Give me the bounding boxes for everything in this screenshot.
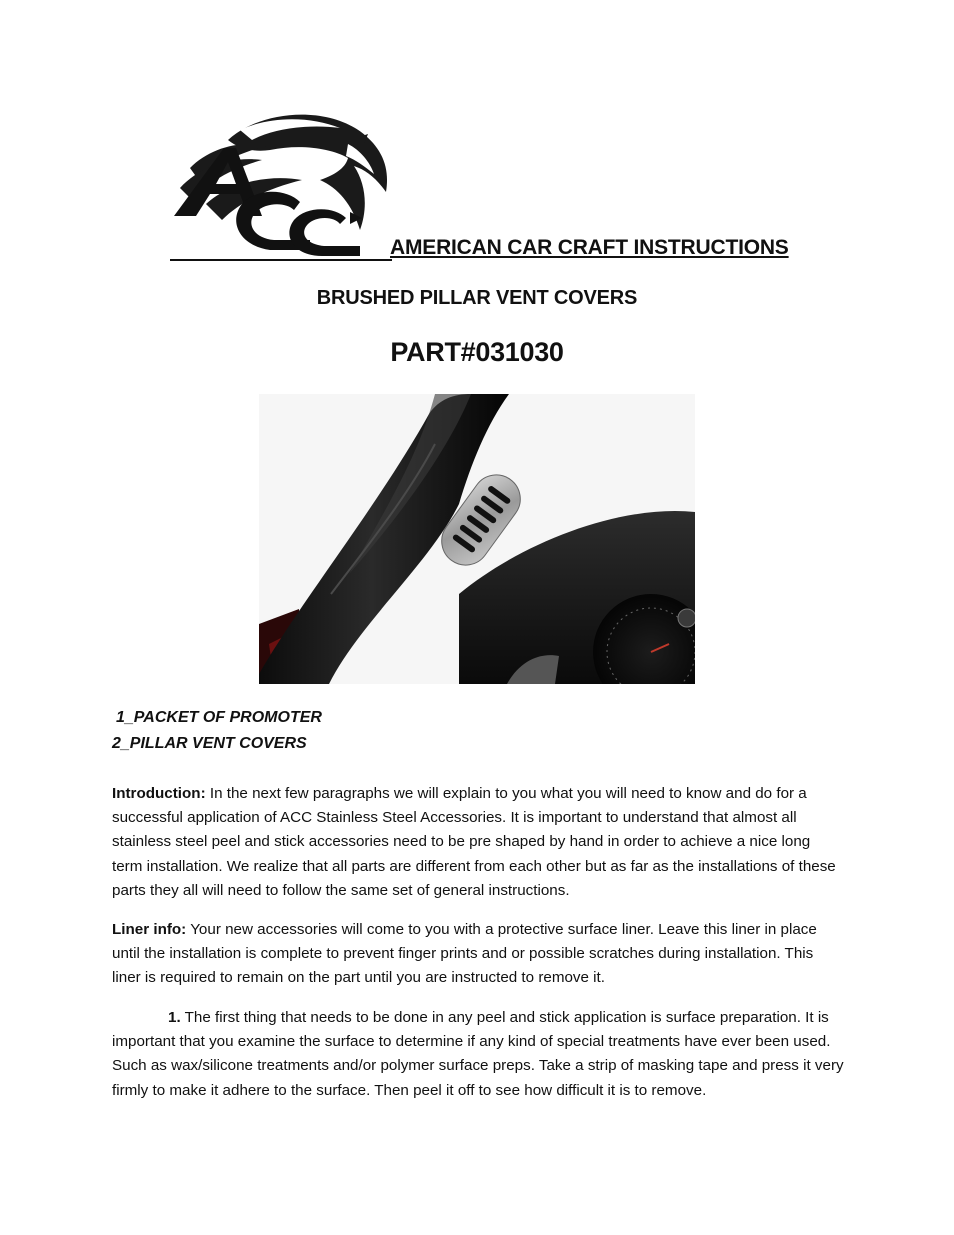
step-1-paragraph — [112, 1006, 844, 1103]
header-underline-rule — [170, 259, 392, 261]
document-title: AMERICAN CAR CRAFT INSTRUCTIONS — [390, 236, 789, 259]
liner-info-text: Your new accessories will come to you with a protective surface liner. Leave this liner in place until the installation is complete to prevent finger prints and or possible scratches during installation. This liner is required to remain on the part until you are instructed to remove it. — [112, 921, 817, 987]
contents-item: 1_PACKET OF PROMOTER — [116, 709, 322, 726]
acc-eagle-logo — [170, 108, 392, 258]
part-number: PART#031030 — [390, 337, 564, 367]
introduction-text: In the next few paragraphs we will explain to you what you will need to know and do for a successful application of ACC Stainless Steel Accessories. It is important to understand that almost all stainless steel peel and stick accessories need to be pre shaped by hand in order to achieve a nice long term installation. We realize that all parts are different from each other but as far as the installations of these parts they all will need to follow the same set of general instructions. — [112, 785, 836, 899]
header — [170, 108, 789, 262]
liner-info-label: Liner info: — [112, 921, 187, 938]
product-photo — [259, 394, 695, 684]
step-1-text: The first thing that needs to be done in any peel and stick application is surface preparation. It is important that you examine the surface to determine if any kind of special treatments have ever been used. Such as wax/silicone treatments and/or polymer surface preps. Take a strip of masking tape and press it very firmly to make it adhere to the surface. Then peel it off to see how difficult it is to remove. — [112, 1009, 844, 1099]
package-contents-list — [112, 705, 322, 757]
introduction-label: Introduction: — [112, 785, 206, 802]
contents-item: 2_PILLAR VENT COVERS — [112, 735, 307, 752]
product-subtitle: BRUSHED PILLAR VENT COVERS — [316, 287, 638, 309]
liner-info-paragraph — [112, 918, 844, 991]
introduction-paragraph — [112, 782, 844, 903]
step-1-label: 1. — [168, 1009, 181, 1026]
